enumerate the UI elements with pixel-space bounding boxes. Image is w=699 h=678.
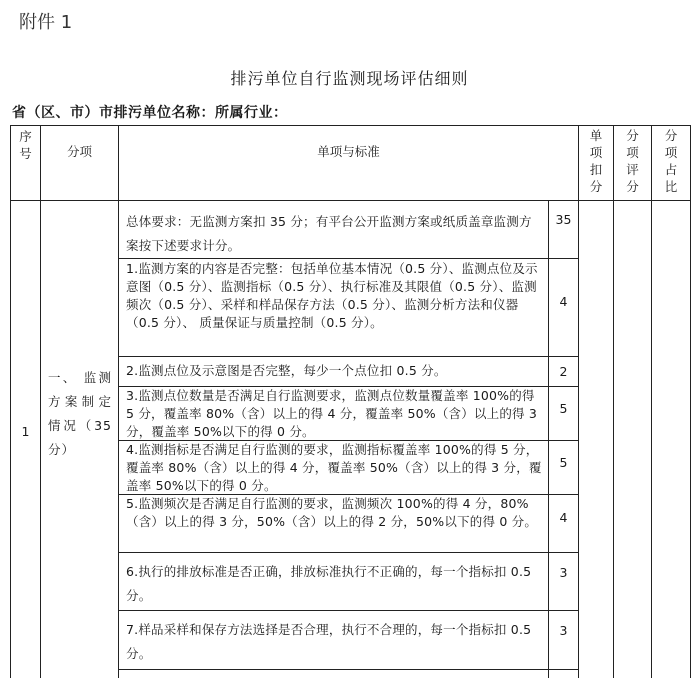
score-row-5: 4: [559, 510, 568, 525]
header-item-ratio: 分 项 占 比: [664, 128, 678, 194]
score-row-0: 35: [555, 212, 572, 227]
subheading: 省（区、市）市排污单位名称：所属行业：: [12, 105, 288, 121]
score-row-4: 5: [559, 455, 568, 470]
score-row-3: 5: [559, 401, 568, 416]
header-standard: 单项与标准: [317, 144, 380, 159]
standard-row-0: 总体要求：无监测方案扣 35 分；有平台公开监测方案或纸质盖章监测方案按下述要求计分。: [126, 214, 532, 253]
score-row-2: 2: [559, 364, 568, 379]
document-title: 排污单位自行监测现场评估细则: [230, 69, 469, 88]
attachment-label: 附件 1: [19, 12, 73, 33]
standard-row-7: 7.样品采样和保存方法选择是否合理，执行不合理的，每一个指标扣 0.5 分。: [126, 622, 532, 661]
header-single-deduct: 单 项 扣 分: [589, 128, 603, 194]
score-row-1: 4: [559, 294, 568, 309]
standard-row-5: 5.监测频次是否满足自行监测的要求，监测频次 100%的得 4 分，80%（含）以上的得 3 分，50%（含）以上的得 2 分，50%以下的得 0 分。: [126, 496, 538, 529]
score-row-6: 3: [559, 565, 568, 580]
header-item-score: 分 项 评 分: [626, 128, 639, 194]
header-item: 分项: [66, 144, 92, 159]
header-seq: 序 号: [19, 129, 32, 161]
standard-row-4: 4.监测指标是否满足自行监测的要求，监测指标覆盖率 100%的得 5 分，覆盖率 80%（含）以上的得 4 分，覆盖率 50%（含）以上的得 3 分，覆盖率 50%以下的得 0 分。: [126, 442, 542, 493]
standard-row-3: 3.监测点位数量是否满足自行监测要求，监测点位数量覆盖率 100%的得 5 分，覆盖率 80%（含）以上的得 4 分，覆盖率 50%（含）以上的得 3 分，覆盖率 50%以下的得 0 分。: [126, 388, 538, 439]
score-row-7: 3: [559, 623, 568, 638]
section-seq: 1: [21, 424, 30, 439]
standard-row-1: 1.监测方案的内容是否完整：包括单位基本情况（0.5 分）、监测点位及示意图（0.5 分）、监测指标（0.5 分）、执行标准及其限值（0.5 分）、监测频次（0.5 分）、采样和样品保存方法（0.5 分）、监测分析方法和仪器（0.5 分）、 质量保证与质量控制（0.5 分）。: [126, 261, 538, 330]
standard-row-6: 6.执行的排放标准是否正确，排放标准执行不正确的，每一个指标扣 0.5 分。: [126, 564, 532, 603]
standard-row-2: 2.监测点位及示意图是否完整，每少一个点位扣 0.5 分。: [126, 363, 447, 378]
section-item: 一、 监测方案制定情况（35分）: [48, 370, 112, 457]
